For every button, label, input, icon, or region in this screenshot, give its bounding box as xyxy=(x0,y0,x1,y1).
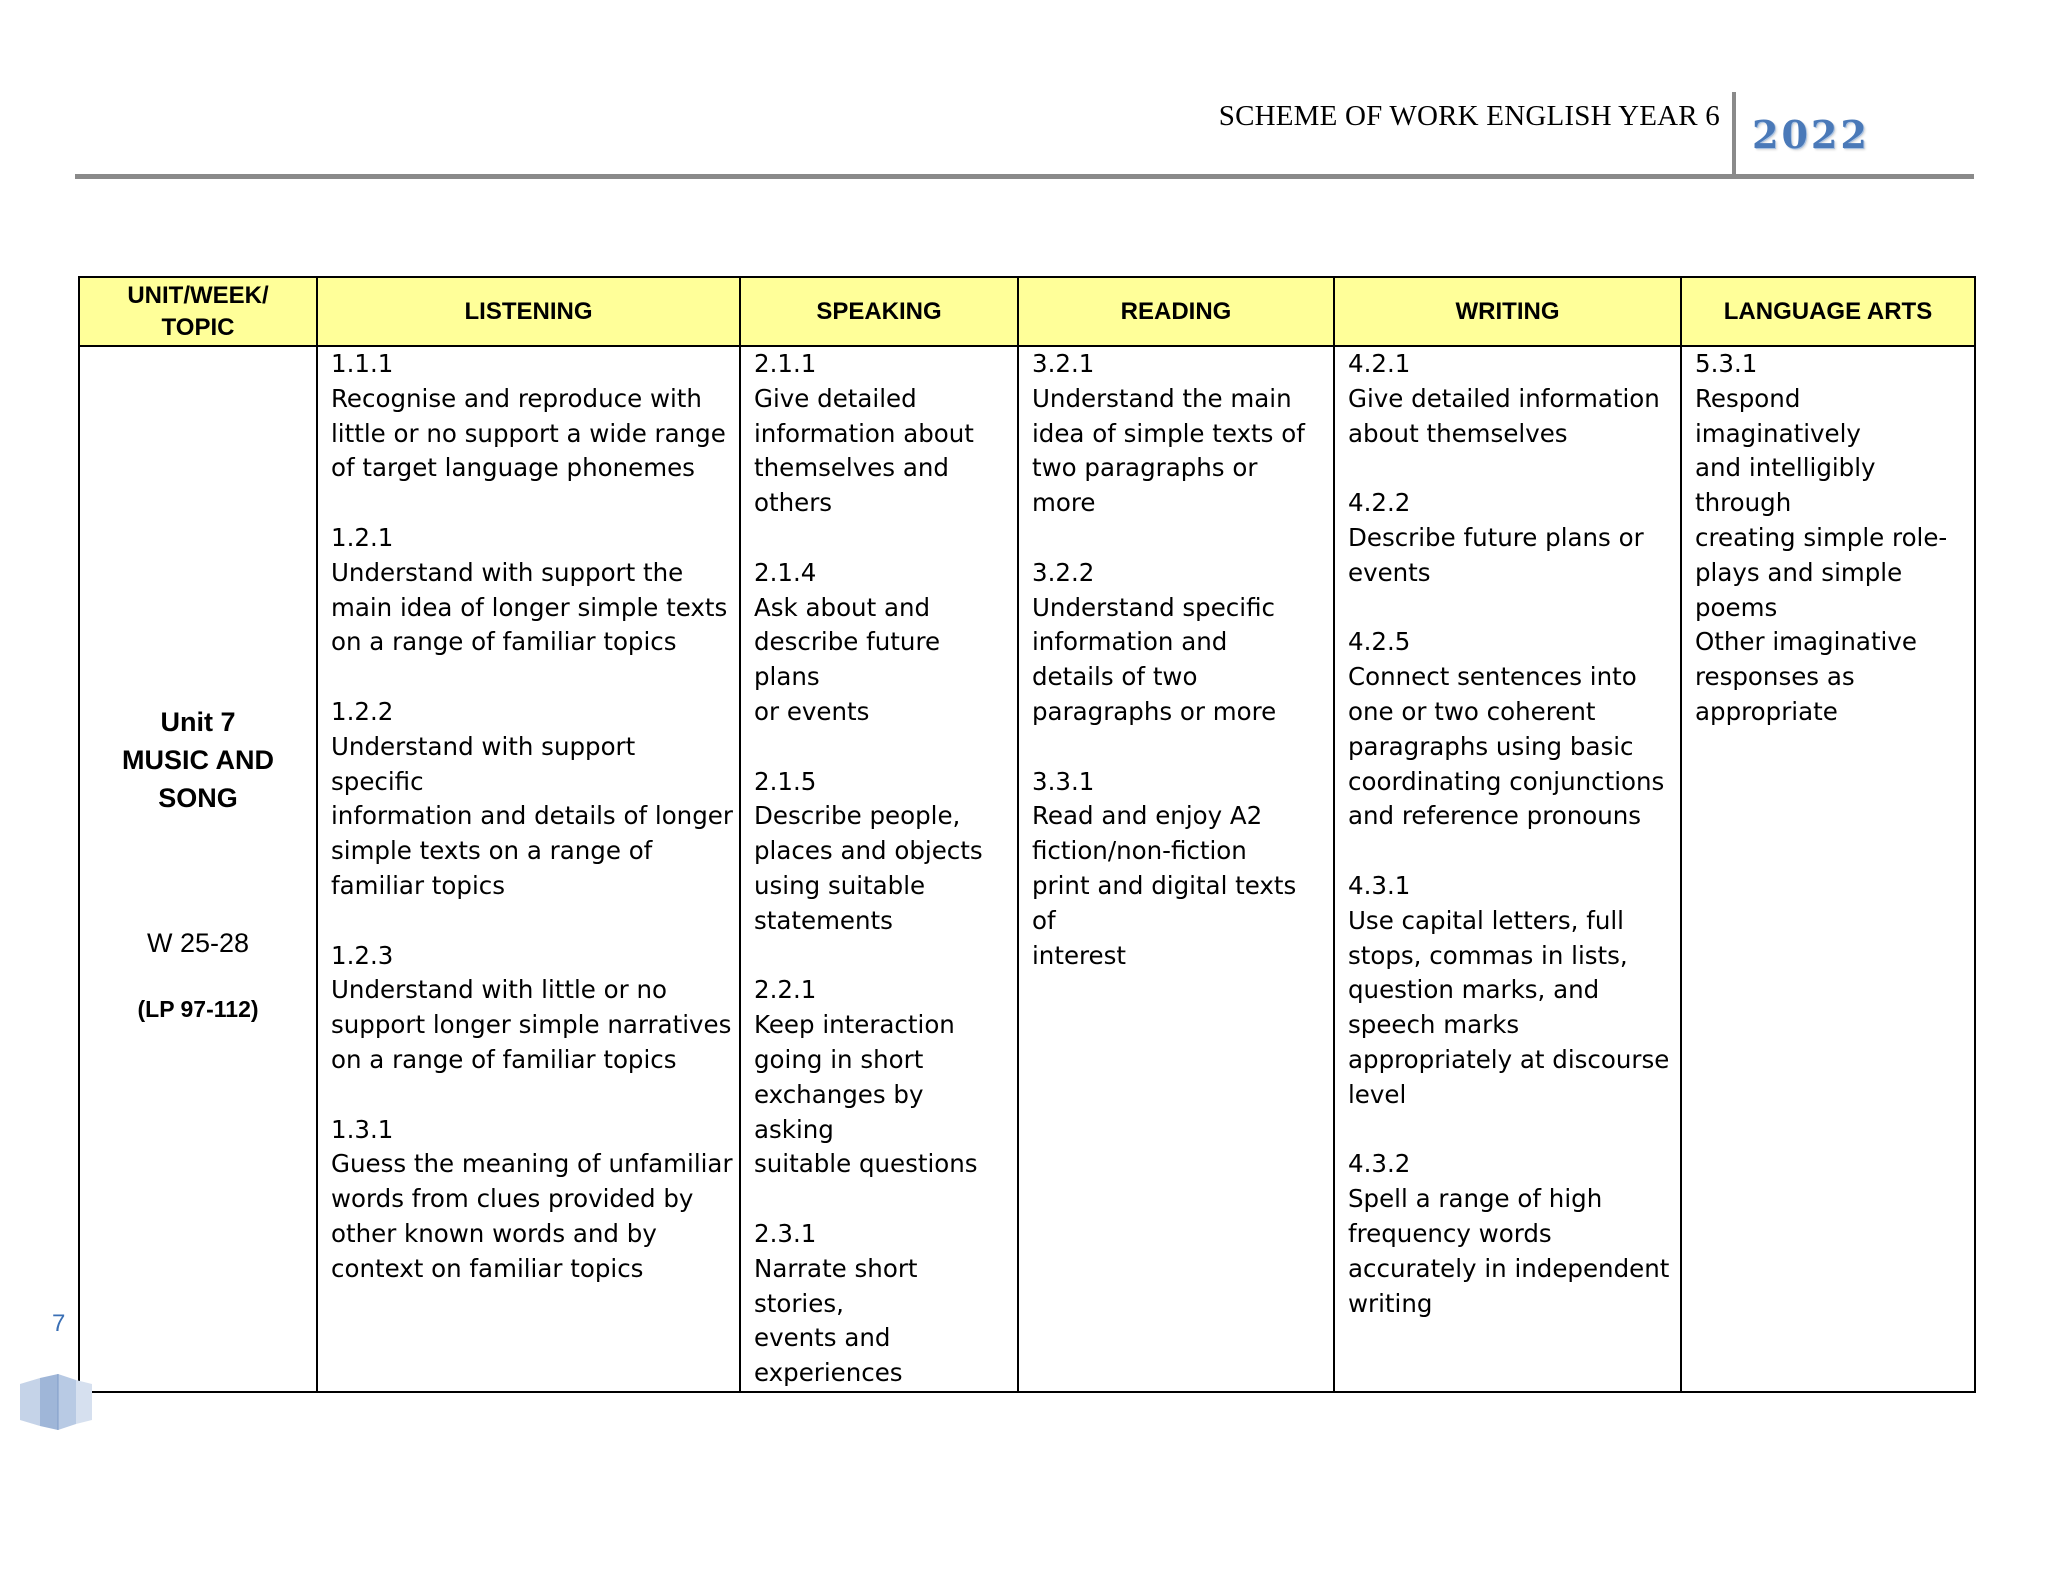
book-icon xyxy=(18,1372,94,1432)
column-header-reading: READING xyxy=(1018,277,1334,346)
column-header-listening: LISTENING xyxy=(317,277,740,346)
header-divider xyxy=(1732,92,1736,175)
unit-topic: Unit 7 MUSIC AND SONG xyxy=(122,707,274,813)
listening-standards-cell: 1.1.1 Recognise and reproduce with little or no support a wide range of target language phonemes 1.2.1 Understand with support the main idea of longer simple texts on a range of familiar topics 1.2.2 Understand with support specific information and details of longer simple texts on a range of familiar topics 1.2.3 Understand with little or no support longer simple narratives on a range of familiar topics 1.3.1 Guess the meaning of unfamiliar words from clues provided by other known words and by context on familiar topics xyxy=(317,346,740,1392)
table-header-row xyxy=(79,277,1975,346)
document-title: SCHEME OF WORK ENGLISH YEAR 6 xyxy=(1218,100,1720,132)
header-rule xyxy=(75,174,1974,179)
speaking-standards-cell: 2.1.1 Give detailed information about themselves and others 2.1.4 Ask about and describe future plans or events 2.1.5 Describe people, places and objects using suitable statements 2.2.1 Keep interaction going in short exchanges by asking suitable questions 2.3.1 Narrate short stories, events and experiences xyxy=(740,346,1018,1392)
page-number: 7 xyxy=(52,1310,66,1337)
column-header-language-arts: LANGUAGE ARTS xyxy=(1681,277,1975,346)
unit-lesson-pages: (LP 97-112) xyxy=(137,996,259,1022)
unit-weeks: W 25-28 xyxy=(146,928,250,958)
language-arts-standards-cell: 5.3.1 Respond imaginatively and intelligibly through creating simple role- plays and simple poems Other imaginative responses as appropriate xyxy=(1681,346,1975,1392)
scheme-of-work-table xyxy=(78,276,1976,1393)
column-header-writing: WRITING xyxy=(1334,277,1681,346)
column-header-speaking: SPEAKING xyxy=(740,277,1018,346)
reading-standards-cell: 3.2.1 Understand the main idea of simple texts of two paragraphs or more 3.2.2 Understand specific information and details of two paragraphs or more 3.3.1 Read and enjoy A2 fiction/non-fiction print and digital texts of interest xyxy=(1018,346,1334,1392)
document-year: 2022 xyxy=(1752,112,1870,157)
column-header-unit-week-topic: UNIT/WEEK/ TOPIC xyxy=(79,277,317,346)
table-row xyxy=(79,346,1975,1392)
writing-standards-cell: 4.2.1 Give detailed information about themselves 4.2.2 Describe future plans or events 4.2.5 Connect sentences into one or two coherent paragraphs using basic coordinating conjunctions and reference pronouns 4.3.1 Use capital letters, full stops, commas in lists, question marks, and speech marks appropriately at discourse level 4.3.2 Spell a range of high frequency words accurately in independent writing xyxy=(1334,346,1681,1392)
unit-cell xyxy=(79,346,317,1392)
